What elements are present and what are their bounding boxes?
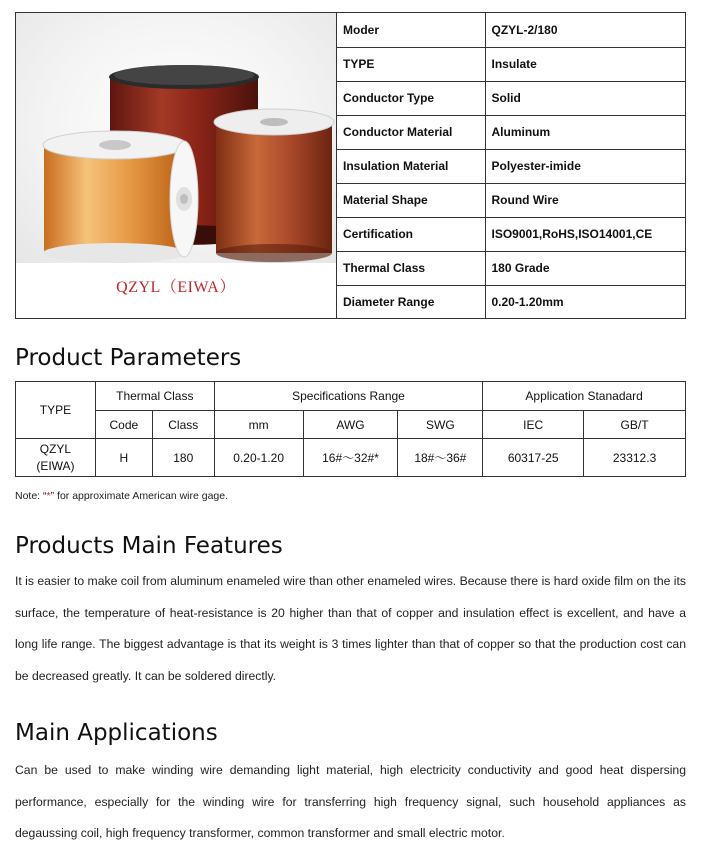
params-heading: Product Parameters — [15, 345, 242, 371]
params-note — [15, 490, 228, 502]
spec-value: Solid — [485, 81, 685, 115]
header-class: Class — [152, 411, 214, 439]
spec-key: Conductor Type — [337, 81, 485, 115]
spec-row — [337, 81, 685, 115]
header-spec-range: Specifications Range — [214, 382, 483, 411]
cell-type — [16, 439, 96, 477]
spec-row — [337, 13, 685, 47]
cell-mm: 0.20-1.20 — [214, 439, 303, 477]
product-photo — [16, 13, 337, 318]
copper-wire-spool — [214, 109, 334, 263]
header-awg: AWG — [303, 411, 398, 439]
header-iec: IEC — [483, 411, 584, 439]
table-row — [16, 439, 686, 477]
spec-value: ISO9001,RoHS,ISO14001,CE — [485, 217, 685, 251]
photo-caption: QZYL（EIWA） — [116, 279, 236, 296]
header-thermal-class: Thermal Class — [95, 382, 214, 411]
spec-row — [337, 217, 685, 251]
product-spec-block — [15, 12, 686, 319]
cell-iec: 60317-25 — [483, 439, 584, 477]
spec-value: Polyester-imide — [485, 149, 685, 183]
header-swg: SWG — [398, 411, 483, 439]
header-gbt: GB/T — [584, 411, 686, 439]
spec-key: Certification — [337, 217, 485, 251]
features-heading: Products Main Features — [15, 533, 283, 559]
cell-code: H — [95, 439, 152, 477]
spec-row — [337, 149, 685, 183]
applications-heading: Main Applications — [15, 720, 218, 746]
spec-table — [337, 13, 685, 319]
note-prefix: Note: “ — [15, 490, 47, 502]
spec-value: QZYL-2/180 — [485, 13, 685, 47]
spec-value: 0.20-1.20mm — [491, 295, 564, 310]
spec-key: Conductor Material — [337, 115, 485, 149]
spec-key: Thermal Class — [337, 251, 485, 285]
spec-key: Insulation Material — [337, 149, 485, 183]
spec-key: Moder — [337, 13, 485, 47]
spec-value: Round Wire — [485, 183, 685, 217]
spec-key: Material Shape — [337, 183, 485, 217]
spec-key: TYPE — [337, 47, 485, 81]
spec-value: Aluminum — [485, 115, 685, 149]
spec-row — [337, 47, 685, 81]
header-code: Code — [95, 411, 152, 439]
spec-row — [337, 285, 685, 319]
cell-awg: 16#～32#* — [303, 439, 398, 477]
cell-type-line1: QZYL — [39, 441, 72, 456]
wire-spools-image — [16, 13, 336, 263]
spec-key: Diameter Range — [337, 285, 485, 319]
header-mm: mm — [214, 411, 303, 439]
cell-class: 180 — [152, 439, 214, 477]
spec-row — [337, 183, 685, 217]
cell-swg: 18#～36# — [398, 439, 483, 477]
spec-value: 180 Grade — [485, 251, 685, 285]
params-table — [15, 381, 686, 477]
applications-paragraph: Can be used to make winding wire demanding light material, high electricity conductivity and good heat dispersing performance, especially for the winding wire for transferring high frequency signal, such household appliances as degaussing coil, high frequency transformer, common transformer and small electric motor. — [15, 763, 686, 840]
cell-type-line2: (EIWA) — [36, 458, 75, 473]
header-app-standard: Application Stanadard — [483, 382, 686, 411]
cell-gbt: 23312.3 — [584, 439, 686, 477]
orange-wire-spool — [43, 131, 198, 263]
spec-value: Insulate — [485, 47, 685, 81]
header-type: TYPE — [16, 382, 96, 439]
features-paragraph: It is easier to make coil from aluminum enameled wire than other enameled wires. Because there is hard oxide film on the its surface, the temperature of heat-resistance is 20 higher than that of copper and insulation effect is excellent, and have a long life range. The biggest advantage is that its weight is 3 times lighter than that of copper so that the production cost can be decreased greatly. It can be soldered directly. — [15, 574, 686, 683]
note-star: * — [46, 490, 51, 502]
spec-row — [337, 251, 685, 285]
spec-row — [337, 115, 685, 149]
note-suffix: ” for approximate American wire gage. — [50, 490, 229, 502]
